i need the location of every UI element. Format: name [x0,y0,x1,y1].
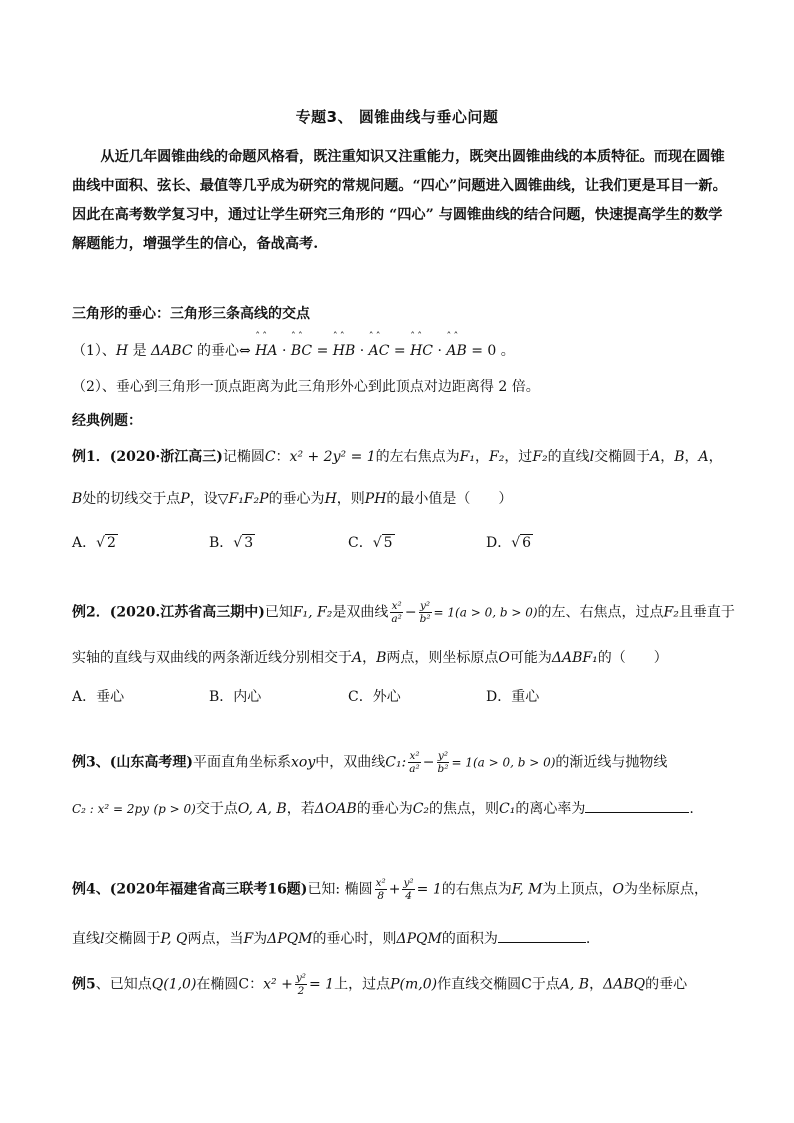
math-Q: Q(1,0) [151,976,197,993]
vector-AC: ˆˆ AC [369,343,390,359]
math-l: l [100,931,105,947]
option-b[interactable] [209,532,255,552]
denominator: b² [419,613,431,625]
text: 的直线 [547,449,590,465]
text: ， [684,449,699,465]
math-triangle: ΔABC [151,343,193,359]
option-letter: C． [348,689,373,705]
text: ，若 [286,801,315,817]
option-value: 垂心 [96,689,125,705]
text: 记椭圆 [222,449,265,465]
text: 且垂直于 [678,604,735,621]
example-label: 例4、(2020年福建省高三联考16题) [72,881,308,898]
text: ， [589,976,604,993]
text: 为上顶点， [542,881,613,898]
option-value: 外心 [372,689,401,705]
text: 的（ ） [597,650,668,666]
math-A: A [698,449,709,465]
intro-line: 曲线中面积、弦长、最值等几乎成为研究的常规问题。“四心”问题进入圆锥曲线，让我们更是耳目一新。 [72,178,727,194]
math-C2: C₂ [412,801,430,817]
intro-line: 从近几年圆锥曲线的命题风格看，既注重知识又注重能力，既突出圆锥曲线的本质特征。而现在圆锥 [100,149,725,165]
fraction [402,877,414,902]
text: 已知 [264,604,293,621]
vector-HC: ˆˆ HC [410,343,433,359]
text: 在椭圆 [196,976,239,993]
math-B: B [674,449,685,465]
math-triangle: ΔPQM [267,931,313,947]
option-a[interactable] [72,532,118,552]
text: 的左右焦点为 [375,449,460,465]
text: 上，过点 [334,976,391,993]
math-PQ: P, Q [160,931,188,947]
option-value: 5 [383,535,393,551]
math-eq: = 1 [309,976,335,993]
examples-heading: 经典例题： [72,413,142,429]
vector-HA: ˆˆ HA [255,343,277,359]
fraction [408,750,420,775]
example-4-line-2 [72,928,590,948]
math-op: − [404,604,417,621]
numerator: y² [437,750,449,762]
numerator: x² [391,600,402,612]
text: 直线 [72,931,100,947]
text: . [689,801,694,817]
text: 的垂心为 [356,801,413,817]
example-2-line-1 [72,600,735,625]
text: 的垂心 [645,976,688,993]
option-letter: B． [209,689,234,705]
option-letter: A． [72,535,97,551]
text: 实轴的直线与双曲线的两条渐近线分别相交于 [72,650,352,666]
text: 为坐标原点， [624,881,708,898]
math-B: B [72,491,83,507]
text: 平面直角坐标系 [193,754,291,771]
option-value: 3 [244,535,254,551]
text: 是双曲线 [332,604,389,621]
text: 交椭圆于 [594,449,651,465]
intro-line: 因此在高考数学复习中，通过让学生研究三角形的 “四心” 与圆锥曲线的结合问题，快速提高学生的数学 [72,207,723,223]
section-heading: 三角形的垂心：三角形三条高线的交点 [72,306,310,322]
text: . [585,931,591,947]
prop-text: 的垂心⇔ [192,343,256,359]
text: 的右焦点为 [441,881,512,898]
math-A: A [352,650,363,666]
answer-blank[interactable] [498,942,586,943]
example-1-line-1 [72,446,723,466]
math-AB: A, B [559,976,590,993]
fraction [295,972,307,997]
fraction [437,750,450,775]
math-F1: F₁ [459,449,475,465]
option-b[interactable] [209,686,261,706]
math-triangle: ΔOAB [314,801,357,817]
text: 于点 [531,976,560,993]
text: ， [708,449,723,465]
numerator: y² [403,877,414,889]
text: 的面积为 [441,931,498,947]
math-FM: F, M [511,881,543,898]
example-1-line-2 [72,488,512,508]
math-F: F [243,931,254,947]
text: 的渐近线与抛物线 [555,754,668,771]
text: C [238,976,250,993]
text: ： [275,449,290,465]
option-c[interactable] [348,686,401,706]
option-letter: D． [486,689,512,705]
example-label: 例1．(2020·浙江高三) [72,449,223,465]
math-C1: C₁: [385,754,407,771]
example-label: 例3、(山东高考理) [72,754,193,771]
sqrt: √ 3 [233,535,254,551]
text: 两点，则坐标原点 [386,650,499,666]
math-triangle: ΔABF₁ [551,650,598,666]
math-H: H [324,491,337,507]
math-xoy: xoy [291,754,316,771]
text: ， [362,650,377,666]
fraction [375,877,387,902]
option-value: 6 [522,535,532,551]
text: ， [474,449,489,465]
vector-AB: ˆˆ AB [446,343,466,359]
sqrt: √ 6 [511,535,532,551]
math-condition: = 1(a > 0, b > 0) [433,605,538,620]
math-op: + [388,881,401,898]
text: 的垂心时，则 [312,931,397,947]
option-letter: A． [72,689,97,705]
prop-text: 是 [128,343,152,359]
denominator: b² [437,763,449,775]
page-title: 专题3、 圆锥曲线与垂心问题 [295,108,499,126]
text: 可能为 [509,650,552,666]
example-4-line-1 [72,877,708,902]
math-triangle: ▽F₁F₂P [217,491,269,507]
math-H: H [115,343,129,359]
text: ，过 [504,449,533,465]
example-label: 例2．(2020.江苏省高三期中) [72,604,265,621]
option-d[interactable] [486,532,533,552]
text: 已知: 椭圆 [307,881,373,898]
example-label: 例5 [72,976,96,993]
math-F2: F₂ [663,604,679,621]
math-ellipse-eq: x² + 2y² = 1 [289,449,376,465]
text: 为 [253,931,268,947]
example-3-line-1 [72,750,667,775]
text: 、已知点 [95,976,152,993]
example-2-line-2 [72,647,668,667]
numerator: y² [420,600,431,612]
math-condition: (p > 0) [153,802,196,816]
option-value: 重心 [511,689,540,705]
option-d[interactable] [486,686,539,706]
math-P: P [180,491,190,507]
math-A: A [650,449,661,465]
math-C1: C₁ [499,801,516,817]
numerator: y² [295,972,306,984]
text: 的左、右焦点，过点 [537,604,664,621]
math-O: O [498,650,510,666]
text: ： [249,976,264,993]
option-letter: D． [486,535,512,551]
intro-paragraph [72,143,728,259]
prop-prefix: （1）、 [72,343,116,359]
option-a[interactable] [72,686,124,706]
math-lhs: x² + [263,976,293,993]
vector-BC: ˆˆ BC [291,343,312,359]
denominator: 8 [375,889,387,902]
text: ， [660,449,675,465]
math-F2: F₂ [532,449,548,465]
math-triangle: ΔPQM [396,931,442,947]
text: 的焦点，则 [429,801,500,817]
example-5-line-1 [72,972,687,997]
numerator: x² [375,877,386,889]
fraction [390,600,402,625]
text: 作直线交椭圆 [437,976,522,993]
numerator: x² [409,750,420,762]
math-PH: PH [364,491,387,507]
denominator: 2 [295,984,307,997]
math-O: O [612,881,624,898]
option-c[interactable] [348,532,395,552]
answer-blank[interactable] [585,812,689,813]
fraction [419,600,432,625]
denominator: a² [391,613,402,625]
sqrt: √ 2 [96,535,116,551]
math-B: B [376,650,387,666]
property-1: （1）、H 是 ΔABC 的垂心⇔ ˆˆ HA · ˆˆ BC = ˆˆ HB · ˆˆ AC = ˆˆ HC · ˆˆ AB = 0 。 [72,340,515,360]
text: 交椭圆于 [104,931,161,947]
option-letter: B． [209,535,234,551]
text: 的离心率为 [515,801,586,817]
prop-end: = 0 。 [466,343,515,359]
denominator: 4 [402,889,414,902]
math-triangle: ΔABQ [603,976,646,993]
math-parabola: C₂ : x² = 2py [72,802,150,816]
text: 的垂心为 [268,491,325,507]
denominator: a² [409,763,420,775]
vector-HB: ˆˆ HB [333,343,356,359]
option-value: 内心 [233,689,262,705]
text: 中，双曲线 [315,754,386,771]
text: 交于点 [195,801,238,817]
math-eq: = 1 [416,881,442,898]
math-foci: F₁, F₂ [292,604,333,621]
sqrt: √ 5 [372,535,393,551]
math-l: l [589,449,595,465]
math-op: − [422,754,435,771]
math-F2: F₂ [488,449,505,465]
example-3-line-2 [72,798,694,818]
text: C [521,976,532,993]
property-2: （2）、垂心到三角形一顶点距离为此三角形外心到此顶点对边距离得 2 倍。 [72,379,540,395]
math-P: P(m,0) [390,976,438,993]
text: ，设 [189,491,218,507]
intro-line: 解题能力，增强学生的信心，备战高考. [72,236,319,252]
option-letter: C． [348,535,373,551]
text: 处的切线交于点 [82,491,181,507]
text: 的最小值是（ ） [386,491,513,507]
math-points: O, A, B [237,801,287,817]
math-C: C [264,449,276,465]
text: ，则 [336,491,365,507]
option-value: 2 [107,535,116,551]
math-condition: = 1(a > 0, b > 0) [451,755,556,770]
text: 两点，当 [187,931,244,947]
